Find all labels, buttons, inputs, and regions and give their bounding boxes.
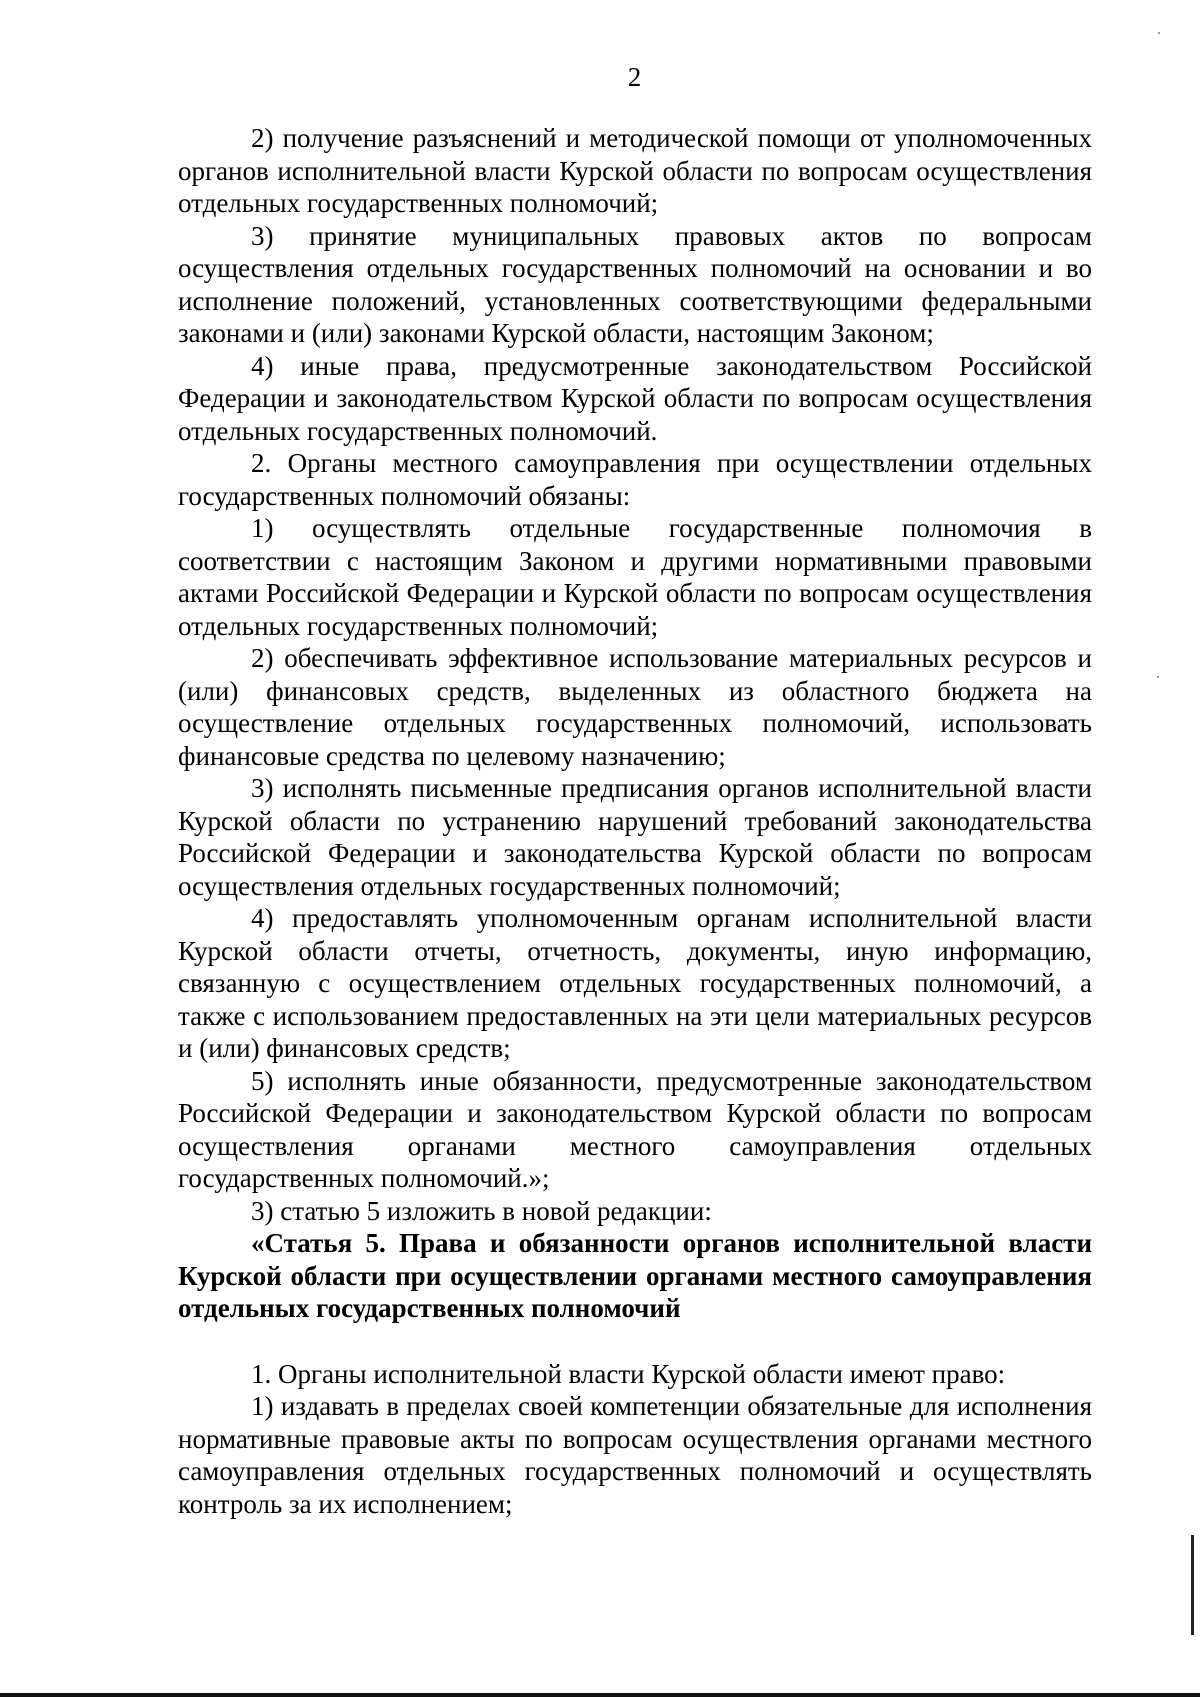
paragraph-obligation-4: 4) предоставлять уполномоченным органам исполнительной власти Курской области отчеты, отчетность, документы, иную информацию, связанную с осуществлением отдельных государственных полномочий, а также с использованием предоставленных на эти цели материальных ресурсов и (или) финансовых средств;	[178, 903, 1092, 1063]
paragraph-item-3-legal-acts: 3) принятие муниципальных правовых актов по вопросам осуществления отдельных государственных полномочий на основании и во исполнение положений, установленных соответствующими федеральными законами и (или) законами Курской области, настоящим Законом;	[178, 220, 1092, 348]
paragraph-obligation-1: 1) осуществлять отдельные государственные полномочия в соответствии с настоящим Законом и другими нормативными правовыми актами Российской Федерации и Курской области по вопросам осуществления отдельных государственных полномочий;	[178, 513, 1092, 641]
paragraph-item-2-explanations: 2) получение разъяснений и методической помощи от уполномоченных органов исполнительной власти Курской области по вопросам осуществления отдельных государственных полномочий;	[178, 123, 1092, 218]
page-number: 2	[627, 62, 642, 92]
scan-speck	[1158, 32, 1160, 34]
scan-speck	[1157, 676, 1159, 678]
paragraph-amendment-article-5: 3) статью 5 изложить в новой редакции:	[251, 1195, 712, 1226]
article-5-heading: «Статья 5. Права и обязанности органов исполнительной власти Курской области при осуществлении органами местного самоуправления отдельных государственных полномочий	[178, 1228, 1092, 1323]
scan-edge-bottom	[0, 1693, 1200, 1697]
paragraph-obligation-3: 3) исполнять письменные предписания органов исполнительной власти Курской области по устранению нарушений требований законодательства Российской Федерации и законодательства Курской области по вопросам осуществления отдельных государственных полномочий;	[178, 773, 1092, 901]
paragraph-article-5-right-1: 1) издавать в пределах своей компетенции обязательные для исполнения нормативные правовые акты по вопросам осуществления органами местного самоуправления отдельных государственных полномочий и осуществлять контроль за их исполнением;	[178, 1391, 1092, 1519]
paragraph-point-2-obligations: 2. Органы местного самоуправления при осуществлении отдельных государственных полномочий обязаны:	[178, 448, 1092, 511]
paragraph-obligation-2: 2) обеспечивать эффективное использование материальных ресурсов и (или) финансовых средств, выделенных из областного бюджета на осуществление отдельных государственных полномочий, использовать финансовые средства по целевому назначению;	[178, 643, 1092, 771]
document-body	[178, 122, 1092, 1520]
scan-edge-right	[1191, 1535, 1194, 1635]
paragraph-item-4-other-rights: 4) иные права, предусмотренные законодательством Российской Федерации и законодательством Курской области по вопросам осуществления отдельных государственных полномочий.	[178, 350, 1092, 446]
paragraph-obligation-5: 5) исполнять иные обязанности, предусмотренные законодательством Российской Федерации и законодательством Курской области по вопросам осуществления органами местного самоуправления отдельных государственных полномочий.»;	[178, 1065, 1092, 1193]
paragraph-article-5-point-1: 1. Органы исполнительной власти Курской области имеют право:	[251, 1358, 1006, 1389]
